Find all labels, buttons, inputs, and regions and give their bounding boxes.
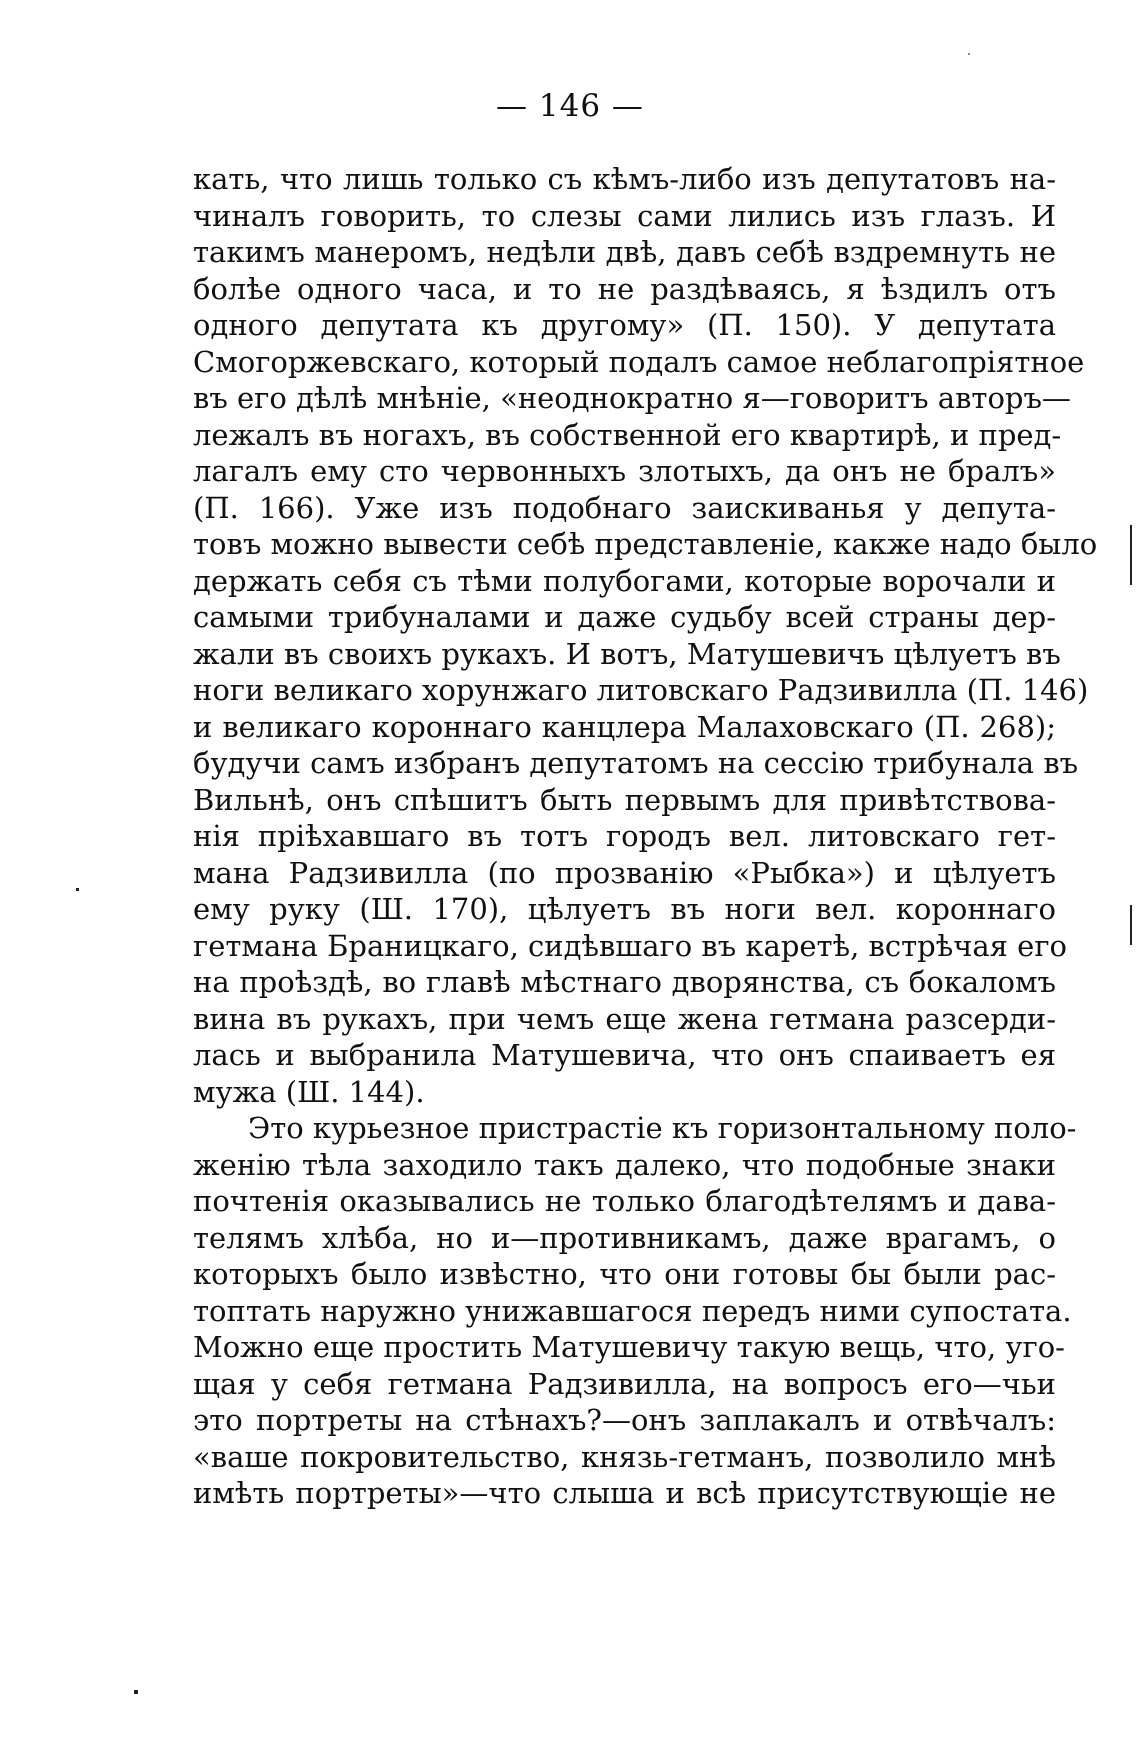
text-line: мужа (Ш. 144). [193,1074,425,1109]
scan-artifact-mark [76,888,79,891]
text-line: на проѣздѣ, во главѣ мѣстнаго дворянства, съ бокаломъ [193,965,1056,999]
text-line: Вильнѣ, онъ спѣшитъ быть первымъ для привѣтствова- [193,782,1056,817]
text-line: ноги великаго хорунжаго литовскаго Радзивилла (П. 146) [193,673,1089,707]
text-line: Это курьезное пристрастіе къ горизонтальному поло- [248,1111,1077,1145]
text-line: такимъ манеромъ, недѣли двѣ, давъ себѣ вздремнуть не [193,235,1056,269]
text-line: имѣть портреты»—что слыша и всѣ присутствующіе не [193,1476,1056,1510]
text-line: мана Радзивилла (по прозванію «Рыбка») и цѣлуетъ [193,855,1056,890]
scan-artifact-mark [1130,905,1132,945]
text-line: ему руку (Ш. 170), цѣлуетъ въ ноги вел. короннаго [193,892,1056,926]
text-line: (П. 166). Уже изъ подобнаго заискиванья у депута- [193,490,1056,525]
text-line: чиналъ говорить, то слезы сами лились изъ глазъ. И [193,198,1056,233]
text-line: и великаго короннаго канцлера Малаховскаго (П. 268); [193,709,1056,744]
text-line: лежалъ въ ногахъ, въ собственной его квартирѣ, и пред- [193,417,1062,452]
text-line: щая у себя гетмана Радзивилла, на вопросъ его—чьи [193,1366,1056,1401]
text-line: топтать наружно унижавшагося передъ ними супостата. [193,1293,1072,1328]
text-line: гетмана Браницкаго, сидѣвшаго въ каретѣ, встрѣчая его [193,928,1067,963]
text-line: самыми трибуналами и даже судьбу всей страны дер- [193,600,1056,634]
text-line: почтенія оказывались не только благодѣтелямъ и дава- [193,1184,1056,1218]
scan-artifact-mark [1130,525,1132,585]
scan-artifact-mark [134,1690,138,1694]
text-line: жали въ своихъ рукахъ. И вотъ, Матушевичъ цѣлуетъ въ [193,636,1061,671]
text-line: это портреты на стѣнахъ?—онъ заплакалъ и отвѣчалъ: [193,1403,1056,1437]
text-line: Смогоржевскаго, который подалъ самое неблагопріятное [193,344,1085,379]
scan-artifact-mark [968,53,970,55]
text-line: держать себя съ тѣми полубогами, которые ворочали и [193,563,1056,598]
text-line: Можно еще простить Матушевичу такую вещь, что, уго- [193,1330,1065,1364]
text-line: которыхъ было извѣстно, что они готовы бы были рас- [193,1257,1056,1291]
text-line: лась и выбранила Матушевича, что онъ спаиваетъ ея [193,1038,1056,1072]
text-line: будучи самъ избранъ депутатомъ на сессію трибунала въ [193,746,1079,780]
text-line: кать, что лишь только съ кѣмъ-либо изъ депутатовъ на- [193,162,1056,196]
text-line: «ваше покровительство, князь-гетманъ, позволило мнѣ [193,1439,1056,1474]
text-line: женію тѣла заходило такъ далеко, что подобные знаки [193,1147,1056,1182]
text-line: вина въ рукахъ, при чемъ еще жена гетмана разсерди- [193,1001,1056,1036]
text-line: товъ можно вывести себѣ представленіе, какже надо было [193,527,1098,561]
text-line: болѣе одного часа, и то не раздѣваясь, я ѣздилъ отъ [193,271,1056,306]
text-line: нія пріѣхавшаго въ тотъ городъ вел. литовскаго гет- [193,819,1056,853]
text-line: лагалъ ему сто червонныхъ злотыхъ, да онъ не бралъ» [193,454,1056,488]
text-line: телямъ хлѣба, но и—противникамъ, даже врагамъ, о [193,1220,1056,1255]
text-line: въ его дѣлѣ мнѣніе, «неоднократно я—говоритъ авторъ— [193,381,1071,415]
page-number: — 146 — [496,88,644,124]
text-line: одного депутата къ другому» (П. 150). У депутата [193,308,1056,342]
